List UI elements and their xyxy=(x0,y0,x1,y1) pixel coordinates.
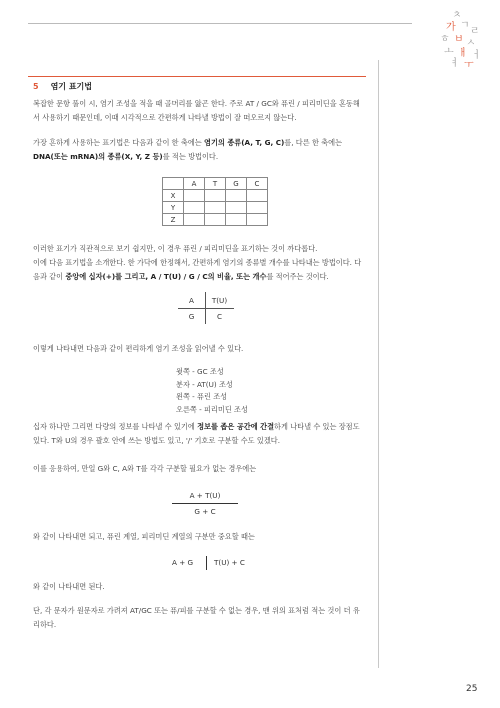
fraction-denominator: G + C xyxy=(194,507,216,516)
list-item: 왼쪽 - 퓨린 조성 xyxy=(176,392,228,401)
page-number: 25 xyxy=(466,684,478,694)
paragraph-purine-difficulty: 이러한 표기가 직관적으로 보기 쉽지만, 이 경우 퓨린 / 피리미딘을 표기하는 것이 까다롭다. xyxy=(33,244,318,253)
paragraph-application: 이를 응용하여, 만일 G와 C, A와 T를 각각 구분할 필요가 없는 경우에는 xyxy=(33,464,257,473)
split-right: T(U) + C xyxy=(214,558,245,567)
cross-top-left: A xyxy=(189,296,194,305)
section-number: 5 xyxy=(33,82,39,91)
paragraph-intro: 복잡한 문항 풀이 시, 염기 조성을 적을 때 골머리를 앓곤 한다. 주로 AT / GC와 퓨린 / 피리미딘을 혼동해서 사용하기 때문인데, 이때 시각적으로 간편하게 나타낼 방법이 잘 떠오르지 않는다. xyxy=(33,99,360,122)
list-item: 분자 - AT(U) 조성 xyxy=(176,379,233,389)
section-rule xyxy=(28,76,366,77)
paragraph-read-composition: 이렇게 나타내면 다음과 같이 편리하게 염기 조성을 읽어낼 수 있다. xyxy=(33,344,244,353)
split-left: A + G xyxy=(172,558,194,567)
paragraph-conclusion: 와 같이 나타내면 된다. xyxy=(33,582,105,591)
section-heading xyxy=(33,81,92,92)
paragraph-caveat: 단, 각 문자가 원문자로 가려져 AT/GC 또는 퓨/피를 구분할 수 없는 경우, 맨 위의 표처럼 적는 것이 더 유리하다. xyxy=(33,606,360,629)
header-rule xyxy=(28,23,412,24)
fraction-bar xyxy=(172,503,238,504)
paragraph-advantage: 십자 하나만 그리면 다량의 정보를 나타낼 수 있기에 정보를 좁은 공간에 간결하게 나타낼 수 있는 장점도 있다. T와 U의 경우 괄호 안에 쓰는 방법도 있고, '/' 기호로 구분할 수도 있겠다. xyxy=(33,422,360,445)
table-row: X xyxy=(163,190,268,202)
list-item: 오른쪽 - 피리미딘 조성 xyxy=(176,404,248,414)
base-table xyxy=(162,177,268,226)
list-item: 윗쪽 - GC 조성 xyxy=(176,367,224,376)
split-divider xyxy=(206,556,207,570)
table-row: Z xyxy=(163,214,268,226)
paragraph-purine-case: 와 같이 나타내면 되고, 퓨린 계열, 피리미딘 계열의 구분만 중요할 때는 xyxy=(33,532,255,541)
publisher-logo: ㅊ 가 ㄱ ㄹ ㅎ ㅂ ㅅ ㅗ ㅐ ㅓ ㅕ ㅜ xyxy=(440,10,482,71)
cross-diagram xyxy=(178,292,234,324)
section-title: 염기 표기법 xyxy=(50,82,93,91)
margin-rule xyxy=(378,60,379,668)
cross-bottom-right: C xyxy=(216,312,223,321)
paragraph-cross-intro: 이에 다음 표기법을 소개한다. 한 가닥에 한정해서, 간편하게 염기의 종류별 개수를 나타내는 방법이다. 다음과 같이 중앙에 십자(+)를 그리고, A / T(U) / G / C의 비율, 또는 개수를 적어주는 것이다. xyxy=(33,258,362,281)
table-header-row: A T G C xyxy=(163,178,268,190)
cross-horizontal-line xyxy=(178,308,234,309)
composition-list xyxy=(176,366,248,416)
cross-top-right: T(U) xyxy=(211,296,228,305)
fraction-numerator: A + T(U) xyxy=(189,491,221,500)
fraction-notation xyxy=(170,491,240,516)
paragraph-common-notation: 가장 흔하게 사용하는 표기법은 다음과 같이 한 축에는 염기의 종류(A, T, G, C)를, 다른 한 축에는 DNA(또는 mRNA)의 종류(X, Y, Z 등)를 적는 방법이다. xyxy=(33,138,343,161)
table-row: Y xyxy=(163,202,268,214)
cross-bottom-left: G xyxy=(188,312,195,321)
